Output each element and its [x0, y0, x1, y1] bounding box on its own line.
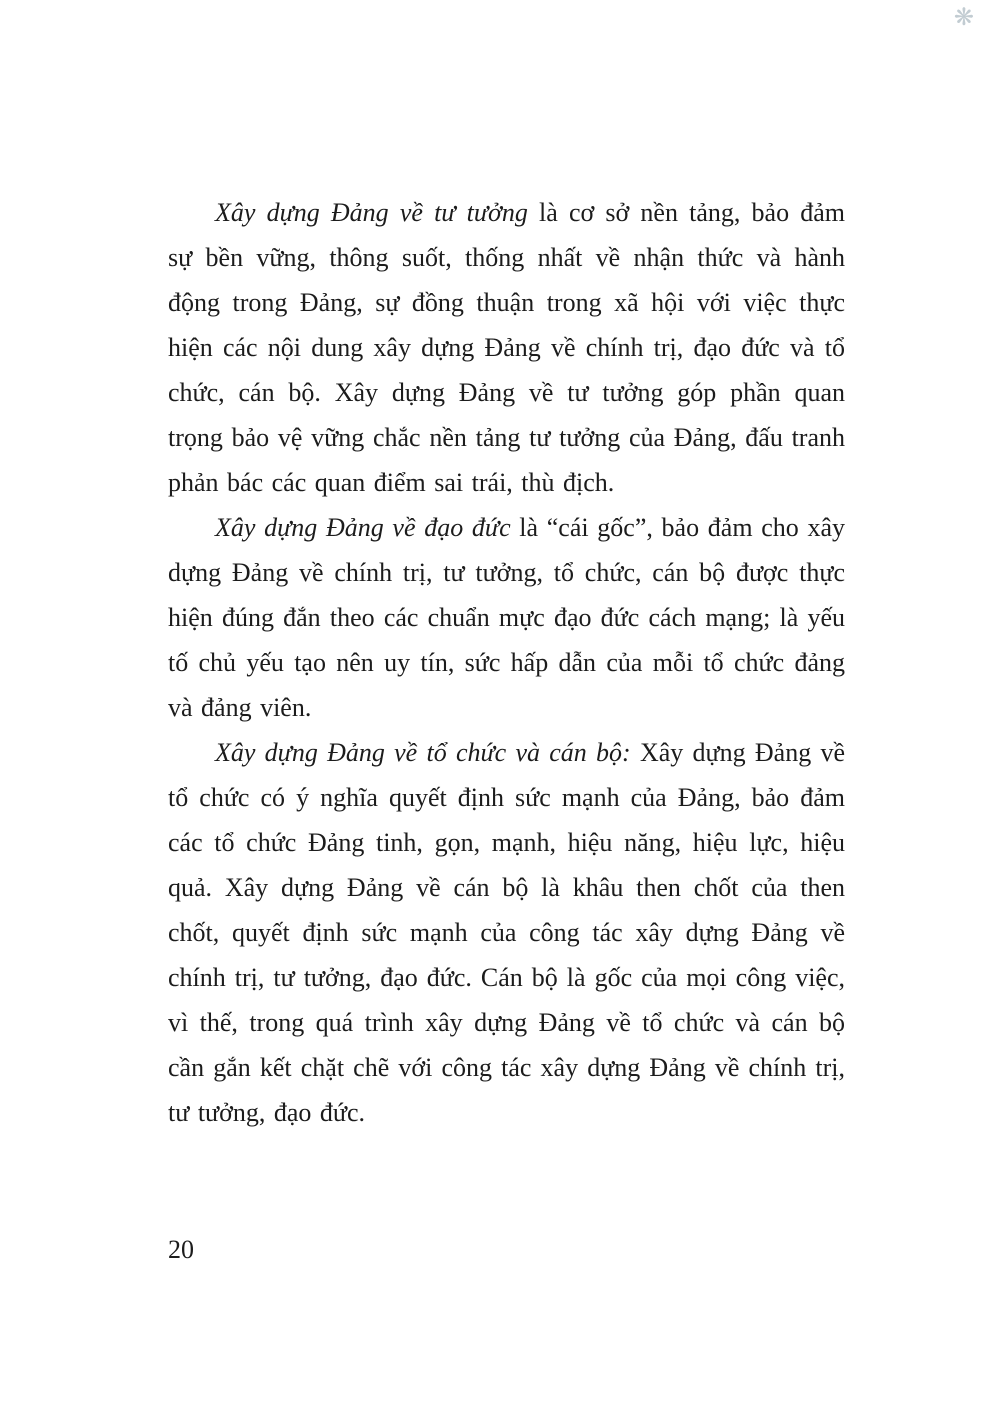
page-number: 20: [168, 1235, 194, 1264]
paragraph-text: Xây dựng Đảng về tổ chức có ý nghĩa quyết định sức mạnh của Đảng, bảo đảm các tổ chức Đảng tinh, gọn, mạnh, hiệu năng, hiệu lực, hiệu quả. Xây dựng Đảng về cán bộ là khâu then chốt của then chốt, quyết định sức mạnh của công tác xây dựng Đảng về chính trị, tư tưởng, đạo đức. Cán bộ là gốc của mọi công việc, vì thế, trong quá trình xây dựng Đảng về tổ chức và cán bộ cần gắn kết chặt chẽ với công tác xây dựng Đảng về chính trị, tư tưởng, đạo đức.: [168, 738, 845, 1127]
corner-ornament-icon: ❋: [953, 5, 974, 31]
paragraph-dao-duc: [168, 505, 845, 730]
paragraph-lead-italic: Xây dựng Đảng về tổ chức và cán bộ:: [215, 738, 631, 767]
paragraph-text: là “cái gốc”, bảo đảm cho xây dựng Đảng về chính trị, tư tưởng, tổ chức, cán bộ được thực hiện đúng đắn theo các chuẩn mực đạo đức cách mạng; là yếu tố chủ yếu tạo nên uy tín, sức hấp dẫn của mỗi tổ chức đảng và đảng viên.: [168, 513, 845, 722]
paragraph-lead-italic: Xây dựng Đảng về đạo đức: [215, 513, 511, 542]
paragraph-text: là cơ sở nền tảng, bảo đảm sự bền vững, thông suốt, thống nhất về nhận thức và hành động trong Đảng, sự đồng thuận trong xã hội với việc thực hiện các nội dung xây dựng Đảng về chính trị, đạo đức và tổ chức, cán bộ. Xây dựng Đảng về tư tưởng góp phần quan trọng bảo vệ vững chắc nền tảng tư tưởng của Đảng, đấu tranh phản bác các quan điểm sai trái, thù địch.: [168, 198, 845, 497]
paragraph-tu-tuong: [168, 190, 845, 505]
paragraph-to-chuc-can-bo: [168, 730, 845, 1135]
paragraph-lead-italic: Xây dựng Đảng về tư tưởng: [215, 198, 528, 227]
page-body-text: [168, 190, 845, 1135]
